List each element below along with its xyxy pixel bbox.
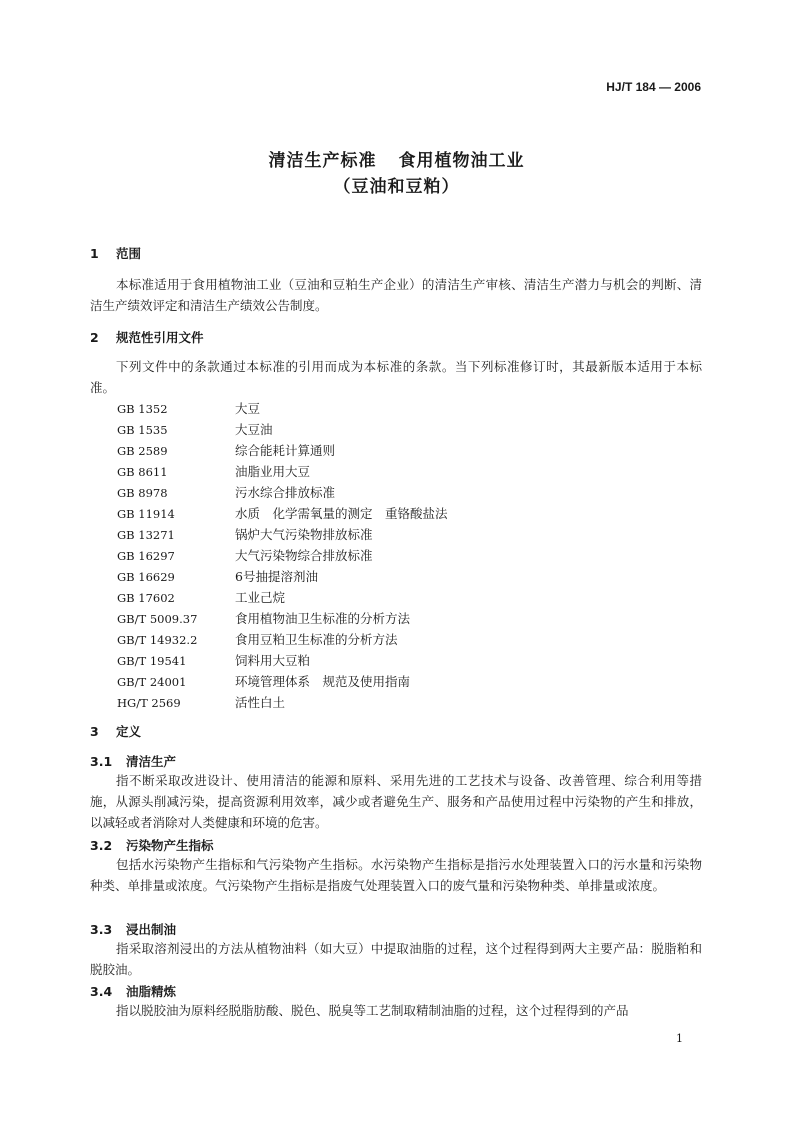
reference-item: GB/T 24001 环境管理体系 规范及使用指南 bbox=[117, 674, 411, 689]
document-title bbox=[0, 146, 793, 171]
reference-item: GB 8978 污水综合排放标准 bbox=[117, 485, 336, 500]
reference-item: GB 1352 大豆 bbox=[117, 401, 261, 416]
reference-item: GB 16297 大气污染物综合排放标准 bbox=[117, 548, 373, 563]
title-part-2: 食用植物油工业 bbox=[398, 151, 525, 171]
subsection-3-1-heading: 3.1 清洁生产 bbox=[90, 754, 177, 769]
section-2-heading: 2 规范性引用文件 bbox=[90, 330, 204, 345]
subsection-3-3-paragraph: 指采取溶剂浸出的方法从植物油料（如大豆）中提取油脂的过程，这个过程得到两大主要产品：脱脂粕和脱胶油。 bbox=[90, 941, 702, 977]
reference-item: GB 17602 工业己烷 bbox=[117, 590, 286, 605]
subsection-3-1-paragraph: 指不断采取改进设计、使用清洁的能源和原料、采用先进的工艺技术与设备、改善管理、综合利用等措施，从源头削减污染，提高资源利用效率，减少或者避免生产、服务和产品使用过程中污染物的产生和排放，以减轻或者消除对人类健康和环境的危害。 bbox=[90, 773, 702, 830]
page-number: 1 bbox=[676, 1032, 683, 1045]
section-3-heading: 3 定义 bbox=[90, 724, 142, 739]
reference-item: GB 16629 6号抽提溶剂油 bbox=[117, 569, 318, 584]
reference-item: GB 8611 油脂业用大豆 bbox=[117, 464, 311, 479]
subsection-3-2-paragraph: 包括水污染物产生指标和气污染物产生指标。水污染物产生指标是指污水处理装置入口的污水量和污染物种类、单排量或浓度。气污染物产生指标是指废气处理装置入口的废气量和污染物种类、单排量或浓度。 bbox=[90, 857, 702, 893]
section-1-paragraph: 本标准适用于食用植物油工业（豆油和豆粕生产企业）的清洁生产审核、清洁生产潜力与机会的判断、清洁生产绩效评定和清洁生产绩效公告制度。 bbox=[90, 277, 702, 313]
subsection-3-4-heading: 3.4 油脂精炼 bbox=[90, 984, 177, 999]
title-part-1: 清洁生产标准 bbox=[268, 151, 377, 171]
reference-item: GB/T 19541 饲料用大豆粕 bbox=[117, 653, 311, 668]
subsection-3-4-paragraph: 指以脱胶油为原料经脱脂肪酸、脱色、脱臭等工艺制取精制油脂的过程，这个过程得到的产品 bbox=[116, 1003, 629, 1018]
reference-item: GB 13271 锅炉大气污染物排放标准 bbox=[117, 527, 373, 542]
reference-item: GB 2589 综合能耗计算通则 bbox=[117, 443, 336, 458]
reference-item: GB 11914 水质 化学需氧量的测定 重铬酸盐法 bbox=[117, 506, 448, 521]
reference-item: GB/T 14932.2 食用豆粕卫生标准的分析方法 bbox=[117, 632, 398, 647]
subsection-3-3-heading: 3.3 浸出制油 bbox=[90, 922, 177, 937]
section-1-heading: 1 范围 bbox=[90, 246, 142, 261]
document-subtitle: （豆油和豆粕） bbox=[333, 177, 460, 197]
reference-item: GB/T 5009.37 食用植物油卫生标准的分析方法 bbox=[117, 611, 411, 626]
standard-code: HJ/T 184 — 2006 bbox=[606, 80, 701, 94]
subsection-3-2-heading: 3.2 污染物产生指标 bbox=[90, 838, 214, 853]
reference-item: GB 1535 大豆油 bbox=[117, 422, 273, 437]
reference-item: HG/T 2569 活性白土 bbox=[117, 695, 286, 710]
section-2-paragraph: 下列文件中的条款通过本标准的引用而成为本标准的条款。当下列标准修订时，其最新版本适用于本标准。 bbox=[90, 359, 702, 395]
